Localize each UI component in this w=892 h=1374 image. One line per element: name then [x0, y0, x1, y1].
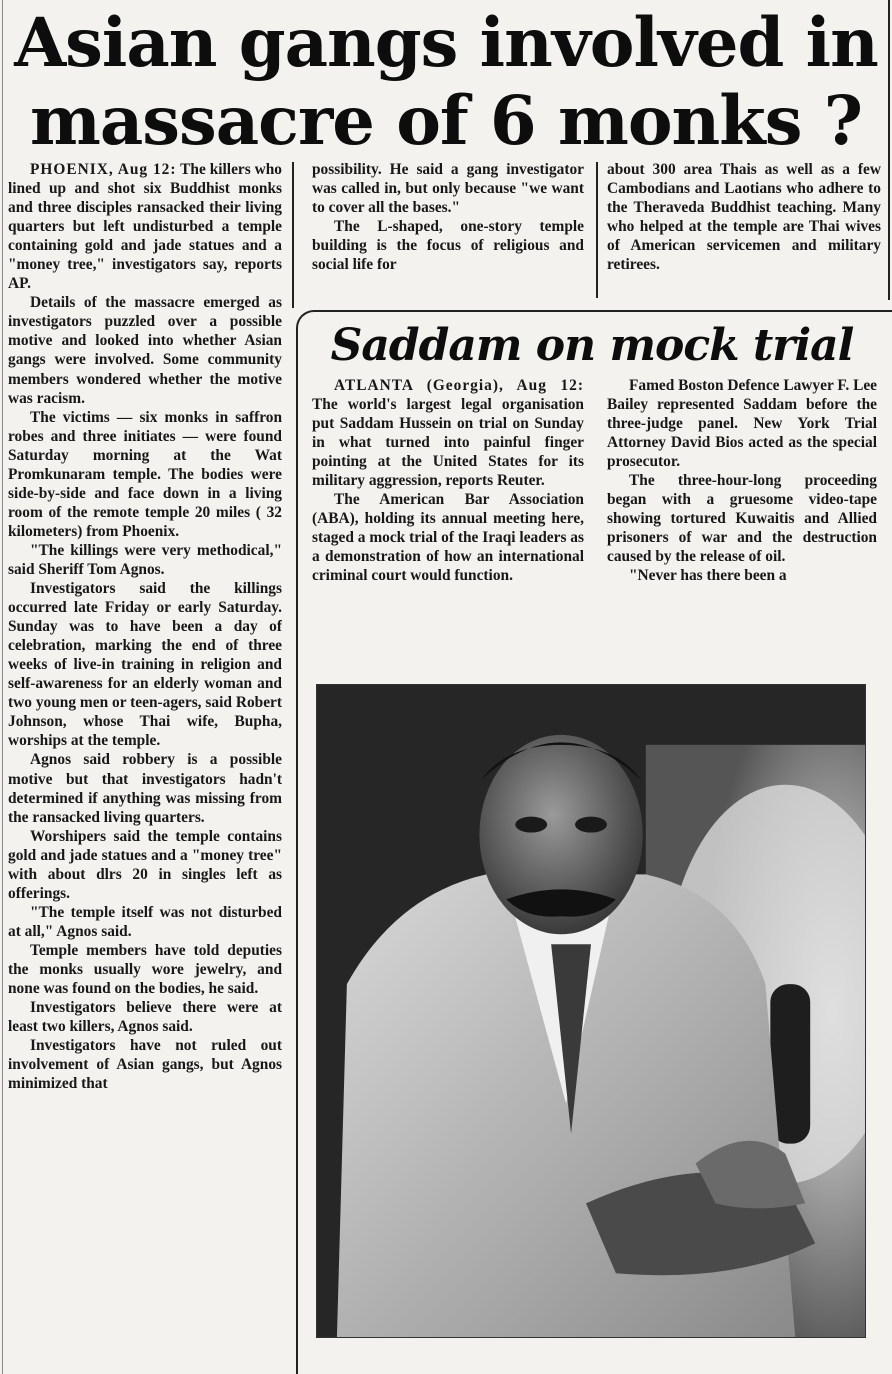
story2-paragraph: Famed Boston Defence Lawyer F. Lee Bailey represented Saddam before the three-judge panel. New York Trial Attorney David Bios acted as the special prosecutor.: [607, 377, 877, 471]
story1-paragraph: "The killings were very methodical," said Sheriff Tom Agnos.: [8, 541, 282, 578]
story1-paragraph: Investigators have not ruled out involvement of Asian gangs, but Agnos minimized that: [8, 1037, 282, 1093]
story1-paragraph: Temple members have told deputies the monks usually wore jewelry, and none was found on the bodies, he said.: [8, 941, 282, 998]
story1-paragraph: "The temple itself was not disturbed at all," Agnos said.: [8, 903, 282, 940]
story2-column-2: [607, 376, 877, 662]
story2-column-1: [312, 376, 584, 662]
main-headline: [8, 4, 884, 160]
story1-column-2: [312, 160, 584, 294]
headline-line-2: massacre of 6 monks ?: [29, 81, 862, 160]
news-photo: [316, 684, 866, 1338]
story2-paragraph: The world's largest legal organisation put Saddam Hussein on trial on Sunday in what turned into painful finger pointing at the United States for its military aggression, reports Reuter.: [312, 396, 584, 490]
column-rule: [292, 162, 294, 308]
story1-paragraph: possibility. He said a gang investigator was called in, but only because "we want to cover all the bases.": [312, 161, 584, 217]
story2-paragraph: The three-hour-long proceeding began with a gruesome video-tape showing tortured Kuwaitis and Allied prisoners of war and the destruction caused by the release of oil.: [607, 472, 877, 566]
story1-paragraph: Agnos said robbery is a possible motive but that investigators hadn't determined if anything was missing from the ransacked living quarters.: [8, 751, 282, 826]
column-rule: [2, 0, 3, 1374]
column-rule: [596, 162, 598, 298]
story1-paragraph: The killers who lined up and shot six Buddhist monks and three disciples ransacked their living quarters but left undisturbed a temple containing gold and jade statues and a "money tree," investigators say, reports AP.: [8, 161, 282, 293]
story2-paragraph: The American Bar Association (ABA), holding its annual meeting here, staged a mock trial of the Iraqi leaders as a demonstration of how an international criminal court would function.: [312, 491, 584, 585]
story1-column-3: [607, 160, 881, 294]
column-rule: [888, 0, 890, 300]
photo-illustration: [317, 685, 865, 1337]
story1-paragraph: Details of the massacre emerged as investigators puzzled over a possible motive and looked into whether Asian gangs were involved. Some community members wondered whether the motive was racism.: [8, 294, 282, 407]
story2-headline: Saddam on mock trial: [330, 320, 854, 371]
story1-column-1: [8, 160, 282, 1374]
story2-dateline: ATLANTA (Georgia), Aug 12:: [334, 377, 584, 394]
story1-paragraph: The L-shaped, one-story temple building is the focus of religious and social life for: [312, 218, 584, 274]
story1-paragraph: The victims — six monks in saffron robes and three initiates — were found Saturday morning at the Wat Promkunaram temple. The bodies were side-by-side and face down in a living room of the remote temple 20 miles ( 32 kilometers) from Phoenix.: [8, 408, 282, 540]
story1-paragraph: Worshipers said the temple contains gold and jade statues and a "money tree" with about dlrs 20 in singles left as offerings.: [8, 827, 282, 902]
story1-dateline: PHOENIX, Aug 12:: [30, 161, 177, 178]
story1-paragraph: Investigators said the killings occurred late Friday or early Saturday. Sunday was to have been a day of celebration, marking the end of three weeks of live-in training in religion and self-awareness for an elderly woman and two young men or teen-agers, said Robert Johnson, whose Thai wife, Bupha, worships at the temple.: [8, 580, 282, 750]
story1-paragraph: about 300 area Thais as well as a few Cambodians and Laotians who adhere to the Theraveda Buddhist teaching. Many who helped at the temple are Thai wives of American servicemen and military retirees.: [607, 161, 881, 274]
story1-paragraph: Investigators believe there were at least two killers, Agnos said.: [8, 999, 282, 1036]
story2-paragraph: "Never has there been a: [629, 567, 787, 585]
headline-line-1: Asian gangs involved in: [14, 3, 878, 82]
